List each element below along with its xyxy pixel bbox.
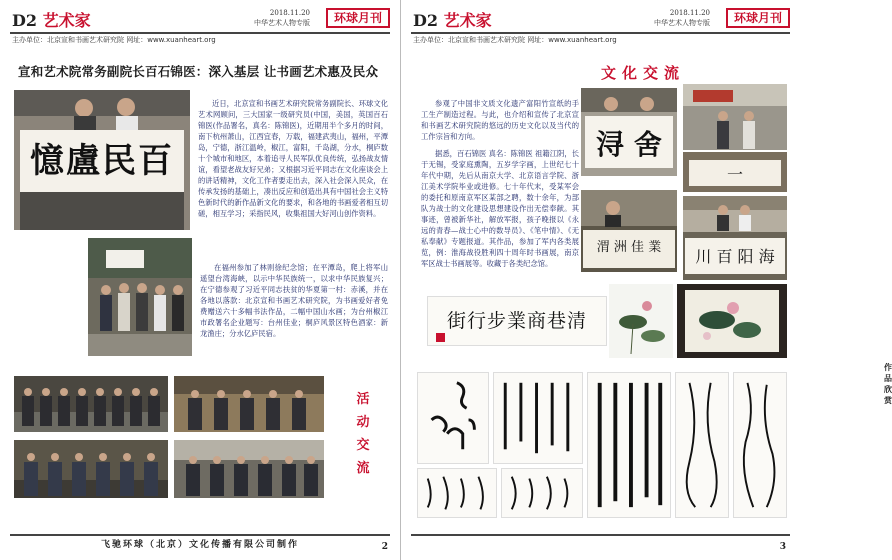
photo-scroll-display (581, 190, 677, 272)
vertical-char-1: 活 (356, 392, 370, 407)
issue-date: 2018.11.20 (669, 9, 710, 17)
scroll-text-2: 渭 洲 佳 業 (596, 240, 662, 255)
activity-vertical-label (356, 388, 370, 480)
host-line: 主办单位：北京宣和书画艺术研究院 网址：www.xuanheart.org (12, 36, 216, 44)
svg-text:一: 一 (726, 165, 744, 184)
artwork-seal-script (417, 372, 489, 464)
photo-writing-scroll (683, 152, 787, 192)
magazine-badge: 环球月刊 (326, 8, 390, 28)
vertical-char-4: 流 (356, 461, 370, 476)
article-paragraph-2: 在福州参加了林则徐纪念馆；在平潭岛，爬上将军山遥望台湾海峡，以示中华民族统一，以求中华民族复兴；在宁德参观了习近平同志扶贫的华夏第一村：赤溪，并在各地以落款：北京宣和书画艺术研究院，为书画爱好者免费赠送六十多幅书法作品，二幅中国山水画；为台州椒江市政署名企业题写：台州佳业；桐庐风景区特色酒家：新龙渔庄；分水亿庐民宿。 (200, 263, 388, 338)
artwork-cursive-1 (417, 468, 497, 518)
scroll-text: 川 百 阳 海 (695, 247, 775, 266)
right-paragraph-1: 参观了中国非文质文化遗产富阳竹宣纸的手工生产制造过程。与此，也介绍和宣传了北京宣和书画艺术研究院的悠远的历史文化以及当代的工作宗旨和方向。 (421, 99, 579, 141)
right-page (400, 0, 892, 560)
banner-text: 街行步業商巷清 (446, 310, 587, 332)
artwork-cursive-2 (501, 468, 583, 518)
section-heading: 文化交流 (601, 64, 686, 82)
artwork-scroll-2 (733, 372, 787, 518)
section-code: D2 艺术家 (12, 11, 91, 30)
seal-stamp (436, 333, 445, 342)
section-code: D2 艺术家 (413, 11, 492, 30)
vertical-char-3: 交 (356, 438, 370, 453)
photo-activity-4 (174, 440, 324, 498)
footer-publisher: 飞驰环球（北京）文化传播有限公司制作 (10, 534, 390, 554)
calligraphy-text: 憶盧民百 (30, 141, 174, 181)
right-paragraph-2: 据悉，百石锦医 真名：陈锦医 祖籍江阴，长于无锡，受家庭熏陶，五岁学字画，上世纪七十年代中期，先后从南京大学、北京语言学院、浙江美术学院毕业或进修。七十年代末，受某军会的委托和原南京军区某部之聘，数十余年，为部队为战士的文化建设思想建设作出无偿奉献。其事迹，曾被新华社，解放军报，孩子晚报以《永远的青春—战士心中的数导员》、《笔中情》、《无私奉献》专题报道。其作品，参加了军内各类展览，例：淮海战役胜利四十周年时书画展，南京军区战士书画展等。收藏于各类纪念馆。 (421, 149, 579, 268)
page-number-left: 2 (381, 542, 388, 552)
photo-calligraphy-banner (14, 90, 190, 230)
photo-activity-2 (174, 376, 324, 432)
photo-scroll-detail (683, 232, 787, 280)
works-caption: 作品欣赏 (884, 362, 892, 405)
vertical-char-2: 动 (356, 415, 370, 430)
photo-room-visit (683, 196, 787, 232)
painting-lotus (609, 284, 673, 358)
issue-meta (654, 8, 710, 28)
artwork-running-script (493, 372, 583, 464)
section-title: 艺术家 (443, 11, 492, 30)
left-page (0, 0, 400, 560)
host-line: 主办单位：北京宣和书画艺术研究院 网址：www.xuanheart.org (413, 36, 617, 44)
article-paragraph-1: 近日，北京宣和书画艺术研究院常务副院长、环球文化艺术网顾问，三大国家一级研究员(中国，美国，英国百石锦医(作品署名，真名：陈锦医)，近期用半个多月的时间，南下杭州萧山，江西宜春，万载，福建武夷山，福州，平潭岛，宁德，浙江温岭，椒江，富阳，千岛湖，分水，桐庐数十个城市和地区，本着追寻人民军队优良传统，弘扬战友情谊，看望老战友好兄弟；又根据习近平同志在文化座谈会上的讲话精神，文化工作者要走出去，深入社会深入民众，在传承发扬的基础上，凑出反应和创造出具有中国社会主义特色新时代的新作品新文化的要求，和各地的书画爱者相互切磋，相互学习；采指民风，收集祖国大好河山创作资料。 (198, 99, 388, 218)
photo-banner-calligraphy (427, 296, 607, 346)
section-title: 艺术家 (42, 11, 91, 30)
issue-edition: 中华艺术人物专版 (254, 19, 310, 27)
issue-meta (254, 8, 310, 28)
magazine-badge: 环球月刊 (726, 8, 790, 28)
painting-framed-lotus (677, 284, 787, 358)
artwork-scroll-1 (675, 372, 729, 518)
right-footer-rule (411, 534, 790, 554)
photo-activity-1 (14, 376, 168, 432)
issue-date: 2018.11.20 (269, 9, 310, 17)
page-number-right: 3 (779, 542, 786, 552)
photo-calligraphy-hold (581, 88, 677, 176)
svg-text:浔 舍: 浔 舍 (596, 128, 662, 161)
right-header (411, 6, 790, 34)
photo-group-outdoor (88, 238, 192, 356)
photo-activity-3 (14, 440, 168, 498)
photo-gallery-visit (683, 84, 787, 150)
issue-edition: 中华艺术人物专版 (654, 19, 710, 27)
artwork-vertical-script (587, 372, 671, 518)
article-title: 宣和艺术院常务副院长百石锦医：深入基层 让书画艺术惠及民众 (18, 64, 379, 79)
left-header (10, 6, 390, 34)
